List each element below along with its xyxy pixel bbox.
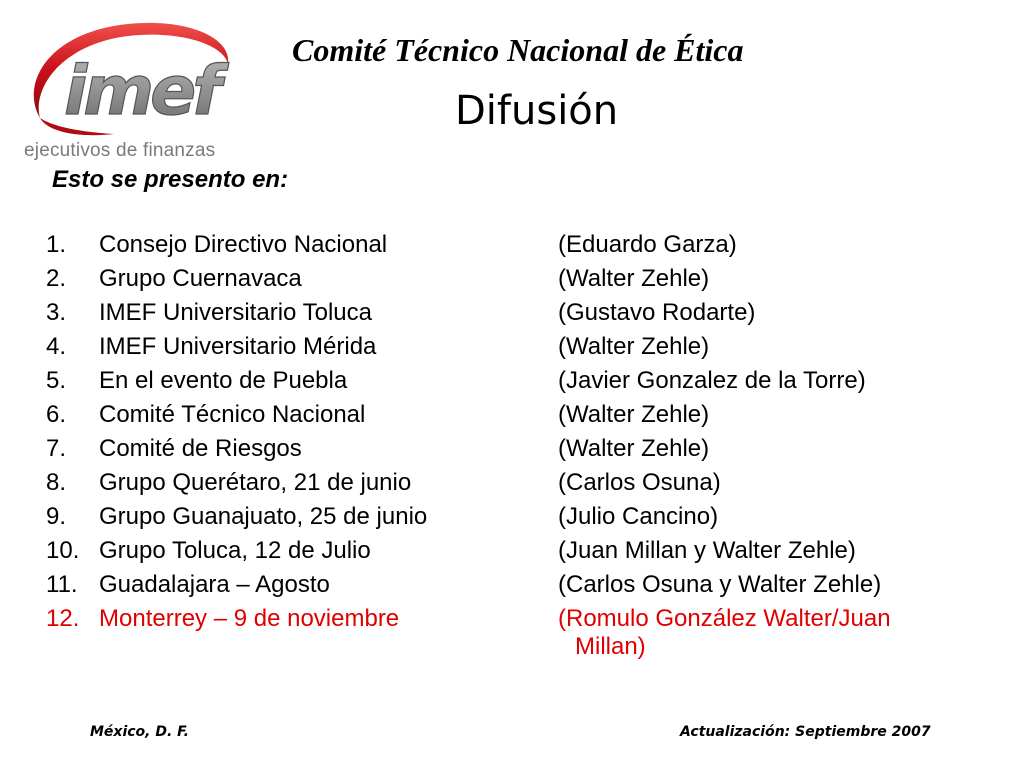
list-item [0, 570, 1024, 604]
item-number: 2. [46, 265, 67, 292]
item-presenter: (Walter Zehle) [558, 401, 710, 428]
list-item [0, 400, 1024, 434]
item-presenter: (Walter Zehle) [558, 333, 710, 360]
item-place: En el evento de Puebla [99, 367, 348, 394]
list-item [0, 264, 1024, 298]
footer-location: México, D. F. [90, 724, 189, 740]
list-item [0, 366, 1024, 400]
item-number: 4. [46, 333, 67, 360]
item-number: 10. [46, 537, 80, 564]
list-item [0, 298, 1024, 332]
item-presenter [558, 604, 978, 660]
item-place: Guadalajara – Agosto [99, 571, 330, 598]
slide-title: Difusión [455, 88, 619, 134]
item-place: Grupo Cuernavaca [99, 265, 302, 292]
item-place: Comité de Riesgos [99, 435, 302, 462]
item-number: 3. [46, 299, 67, 326]
item-number: 6. [46, 401, 67, 428]
item-presenter: (Gustavo Rodarte) [558, 299, 756, 326]
list-item [0, 434, 1024, 468]
item-presenter: (Carlos Osuna y Walter Zehle) [558, 571, 882, 598]
item-place: IMEF Universitario Toluca [99, 299, 372, 326]
item-presenter: (Walter Zehle) [558, 265, 710, 292]
item-number: 8. [46, 469, 67, 496]
imef-logo-icon [18, 14, 250, 144]
item-place: Grupo Guanajuato, 25 de junio [99, 503, 428, 530]
item-place: Consejo Directivo Nacional [99, 231, 388, 258]
list-item-highlighted [0, 604, 1024, 664]
item-presenter-line2: Millan) [575, 633, 646, 660]
item-presenter-line1: (Romulo González Walter/Juan [558, 605, 891, 632]
item-presenter: (Juan Millan y Walter Zehle) [558, 537, 856, 564]
item-presenter: (Javier Gonzalez de la Torre) [558, 367, 866, 394]
presentation-list [0, 230, 1024, 664]
item-presenter: (Eduardo Garza) [558, 231, 737, 258]
logo-wordmark: imef [64, 52, 218, 131]
list-item [0, 230, 1024, 264]
item-place: Comité Técnico Nacional [99, 401, 366, 428]
item-place: Grupo Toluca, 12 de Julio [99, 537, 371, 564]
item-place: Monterrey – 9 de noviembre [99, 605, 400, 632]
committee-title: Comité Técnico Nacional de Ética [292, 32, 744, 68]
item-number: 5. [46, 367, 67, 394]
item-number: 12. [46, 605, 80, 632]
item-place: IMEF Universitario Mérida [99, 333, 377, 360]
footer-update-date: Actualización: Septiembre 2007 [680, 724, 931, 740]
item-number: 7. [46, 435, 67, 462]
item-presenter: (Walter Zehle) [558, 435, 710, 462]
item-number: 1. [46, 231, 67, 258]
item-place: Grupo Querétaro, 21 de junio [99, 469, 412, 496]
list-item [0, 502, 1024, 536]
list-item [0, 468, 1024, 502]
list-item [0, 536, 1024, 570]
logo-tagline: ejecutivos de finanzas [24, 140, 216, 161]
item-number: 11. [46, 571, 78, 598]
list-item [0, 332, 1024, 366]
item-presenter: (Julio Cancino) [558, 503, 719, 530]
item-number: 9. [46, 503, 67, 530]
intro-heading: Esto se presento en: [52, 166, 289, 193]
item-presenter: (Carlos Osuna) [558, 469, 721, 496]
